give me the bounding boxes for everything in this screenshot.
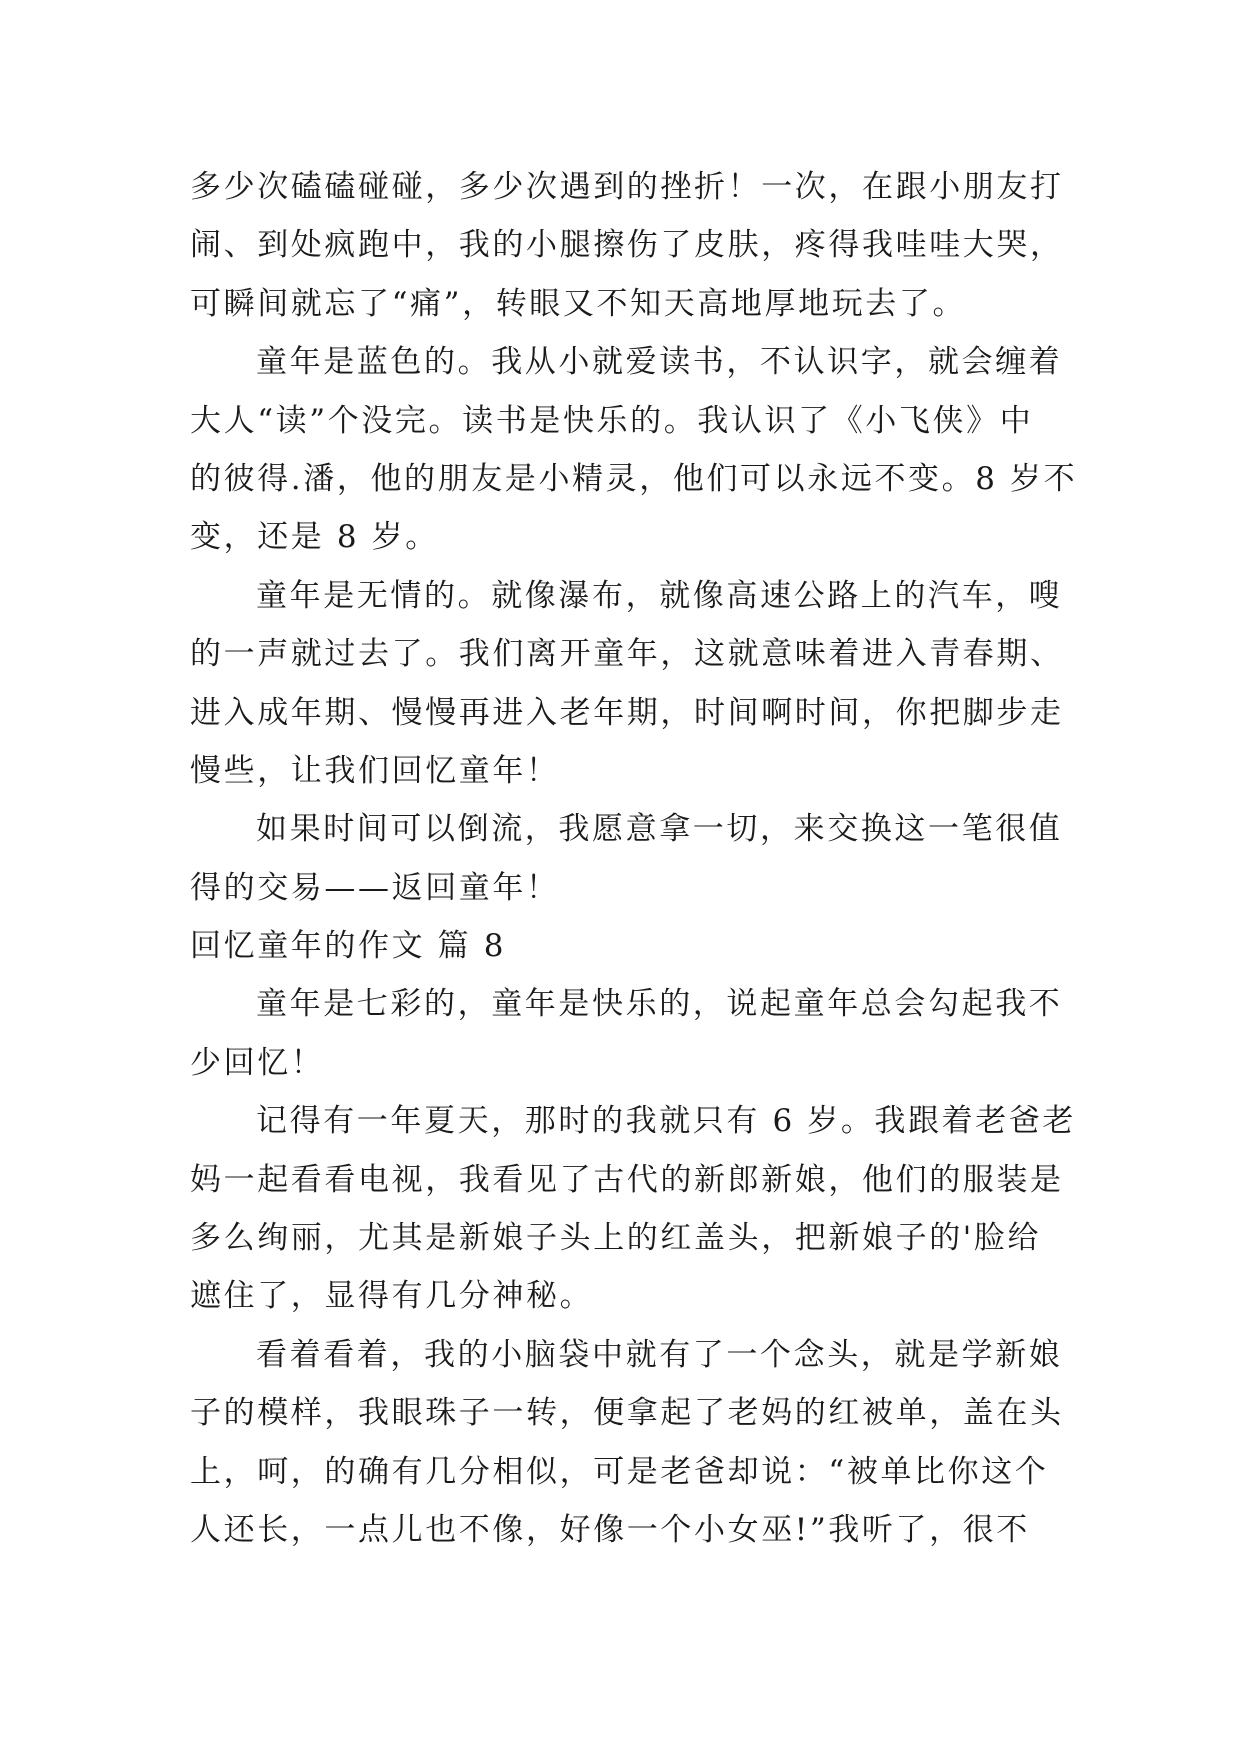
text-line: 慢些，让我们回忆童年！ <box>190 752 560 789</box>
text-line: 多少次磕磕碰碰，多少次遇到的挫折！一次，在跟小朋友打 <box>190 169 1064 205</box>
text-line: 进入成年期、慢慢再进入老年期，时间啊时间，你把脚步走 <box>190 694 1064 731</box>
text-line: 大人“读”个没完。读书是快乐的。我认识了《小飞侠》中 <box>190 402 1034 439</box>
text-line: 的彼得.潘，他的朋友是小精灵，他们可以永远不变。8 岁不 <box>190 460 1078 497</box>
text-line: 的一声就过去了。我们离开童年，这就意味着进入青春期、 <box>190 636 1064 673</box>
text-line: 得的交易——返回童年！ <box>190 869 560 906</box>
text-line: 看着看着，我的小脑袋中就有了一个念头，就是学新娘 <box>256 1336 1063 1373</box>
text-line: 子的模样，我眼珠子一转，便拿起了老妈的红被单，盖在头 <box>190 1395 1064 1432</box>
text-line: 记得有一年夏天，那时的我就只有 6 岁。我跟着老爸老 <box>256 1103 1077 1140</box>
text-line: 遮住了，显得有几分神秘。 <box>190 1278 594 1315</box>
text-line: 可瞬间就忘了“痛”，转眼又不知天高地厚地玩去了。 <box>190 285 967 322</box>
text-line: 童年是无情的。就像瀑布，就像高速公路上的汽车，嗖 <box>256 577 1063 614</box>
text-line: 回忆童年的作文 篇 8 <box>190 928 507 965</box>
text-line: 童年是七彩的，童年是快乐的，说起童年总会勾起我不 <box>256 986 1063 1023</box>
document-page <box>190 158 1078 1559</box>
text-line: 童年是蓝色的。我从小就爱读书，不认识字，就会缠着 <box>256 344 1063 381</box>
text-line: 多么绚丽，尤其是新娘子头上的红盖头，把新娘子的'脸给 <box>190 1220 1042 1257</box>
text-line: 如果时间可以倒流，我愿意拿一切，来交换这一笔很值 <box>256 811 1063 848</box>
text-line: 闹、到处疯跑中，我的小腿擦伤了皮肤，疼得我哇哇大哭， <box>190 227 1064 264</box>
text-line: 妈一起看看电视，我看见了古代的新郎新娘，他们的服装是 <box>190 1161 1064 1198</box>
text-line: 上，呵，的确有几分相似，可是老爸却说：“被单比你这个 <box>190 1453 1049 1490</box>
text-line: 变，还是 8 岁。 <box>190 519 439 556</box>
text-line: 少回忆！ <box>190 1044 325 1081</box>
text-line: 人还长，一点儿也不像，好像一个小女巫!”我听了，很不 <box>190 1511 1030 1548</box>
